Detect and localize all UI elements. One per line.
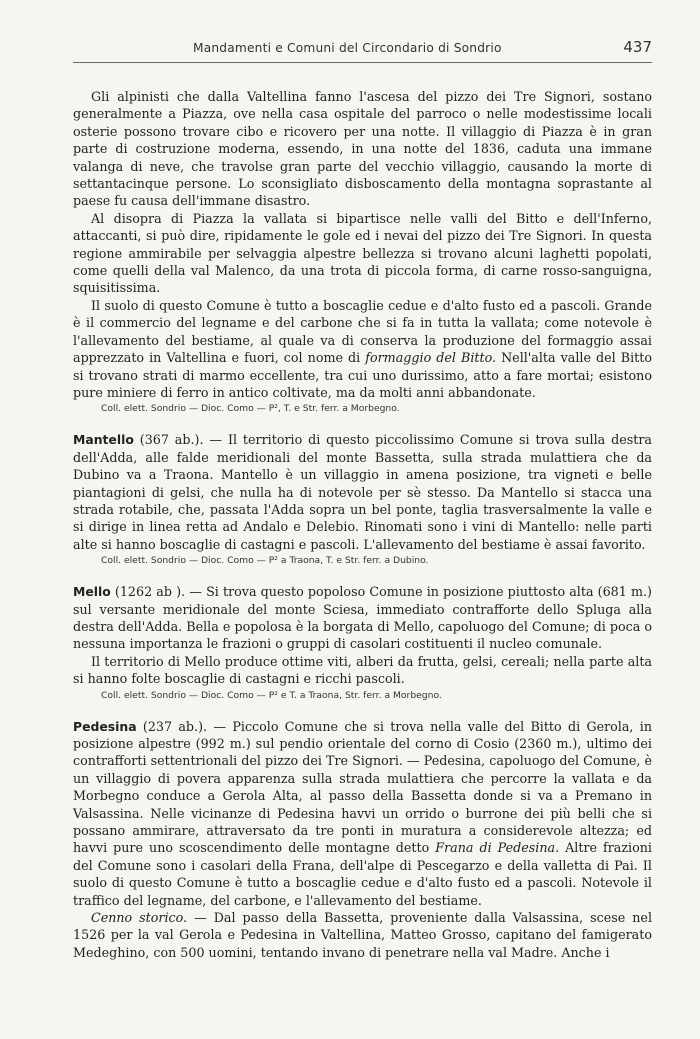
pedesina-cenno-storico [73, 909, 652, 961]
entry-mantello [73, 431, 652, 568]
paragraph-text: (367 ab.). — Il territorio di questo piccolissimo Comune si trova sulla destra dell'Adda, alle falde meridionali del monte Bassetta, sulla strada mulattiera che da Dubino va a Traona. Mantello è un villaggio in amena posizione, tra vigneti e belle piantagioni di gelsi, che nulla ha di notevole per sè stesso. Da Mantello si stacca una strada rotabile, che, passata l'Adda sopra un bel ponte, taglia trasversalmente la valle e si dirige in linea retta ad Andalo e Delebio. Rinomati sono i vini di Mantello: nelle parti alte si hanno boscaglie di castagni e pascoli. L'allevamento del bestiame è assai favorito. [73, 432, 652, 552]
intro-paragraph-1: Gli alpinisti che dalla Valtellina fanno l'ascesa del pizzo dei Tre Signori, sostano generalmente a Piazza, ove nella casa ospitale del parroco o nelle modestissime locali osterie possono trovare cibo e ricovero per una notte. Il villaggio di Piazza è in gran parte di costruzione moderna, essendo, in una notte del 1836, caduta una immane valanga di neve, che travolse gran parte del vecchio villaggio, causando la morte di settantacinque persone. Lo sconsigliato disboscamento della montagna soprastante al paese fu causa dell'immane disastro. [73, 89, 652, 209]
mello-paragraph-2: Il territorio di Mello produce ottime viti, alberi da frutta, gelsi, cereali; nella parte alta si hanno folte boscaglie di castagni e ricchi pascoli. [73, 653, 652, 687]
intro-paragraph-2: Al disopra di Piazza la vallata si bipartisce nelle valli del Bitto e dell'Inferno, attaccanti, si può dire, ripidamente le gole ed i nevai del pizzo dei Tre Signori. In questa regione ammirabile per selvaggia alpestre bellezza si trovano alcuni laghetti popolati, come quelli della val Malenco, da una trota di piccola forma, di carne rosso-sanguigna, squisitissima. [73, 210, 652, 296]
paragraph-text: — Dal passo della Bassetta, proveniente dalla Valsassina, scese nel 1526 per la val Gerola e Pedesina in Valtellina, Matteo Grosso, capitano del famigerato Medeghino, con 500 uomini, tentando invano di penetrare nella val Madre. Anche i [73, 910, 652, 960]
italic-label: Cenno storico. [91, 910, 188, 926]
entry-heading: Mantello [73, 432, 134, 448]
paragraph-text: Nell'alta valle del Bitto si trovano strati di marmo eccellente, tra cui uno durissimo, atto a fare mortai; esistono pure miniere di ferro in antico coltivate, ma da molti anni abbandonate. [73, 350, 652, 400]
header-rule [73, 62, 652, 63]
entry-heading: Mello [73, 584, 111, 600]
page-body [73, 88, 652, 961]
italic-term: Frana di Pedesina. [435, 840, 560, 856]
running-header [73, 38, 652, 62]
intro-paragraph-3 [73, 297, 652, 401]
page-number: 437 [623, 38, 652, 56]
entry-mello [73, 583, 652, 702]
mantello-meta-line: Coll. elett. Sondrio — Dioc. Como — P² a Traona, T. e Str. ferr. a Dubino. [101, 555, 429, 567]
paragraph-text: (237 ab.). — Piccolo Comune che si trova nella valle del Bitto di Gerola, in posizione alpestre (992 m.) sul pendio orientale del corno di Cosio (2360 m.), ultimo dei contrafforti settentrionali del pizzo dei Tre Signori. — Pedesina, capoluogo del Comune, è un villaggio di povera apparenza sulla strada mulattiera che percorre la vallata e da Morbegno conduce a Gerola Alta, al passo della Bassetta donde si va a Premano in Valsassina. Nelle vicinanze di Pedesina havvi un orrido o burrone dei più belli che si possano ammirare, attraversato da tre ponti in muratura a considerevole altezza; ed havvi pure uno scoscendimento delle montagne detto [73, 718, 652, 856]
paragraph-text: (1262 ab ). — Si trova questo popoloso Comune in posizione piuttosto alta (681 m.) sul versante meridionale del monte Sciesa, immediato contrafforte dello Spluga alla destra dell'Adda. Bella e popolosa è la borgata di Mello, capoluogo del Comune; di poca o nessuna importanza le frazioni o gruppi di casolari costituenti il nucleo comunale. [73, 584, 652, 652]
paragraph-text: Il suolo di questo Comune è tutto a boscaglie cedue e d'alto fusto ed a pascoli. Grande è il commercio del legname e del carbone che si fa in tutta la vallata; come notevole è l'allevamento del bestiame, al quale va di conserva la produzione del formaggio assai apprezzato in Valtellina e fuori, col nome di [73, 297, 652, 366]
entry-pedesina [73, 718, 652, 962]
italic-term: formaggio del Bitto. [365, 350, 497, 366]
mello-paragraph-1 [73, 583, 652, 653]
entry-heading: Pedesina [73, 718, 137, 734]
mello-meta-line: Coll. elett. Sondrio — Dioc. Como — P² e T. a Traona, Str. ferr. a Morbegno. [101, 689, 442, 701]
intro-meta-line: Coll. elett. Sondrio — Dioc. Como — P², T. e Str. ferr. a Morbegno. [101, 403, 400, 415]
header-title: Mandamenti e Comuni del Circondario di Sondrio [193, 41, 502, 55]
pedesina-paragraph-1 [73, 718, 652, 909]
paragraph-text: Altre frazioni del Comune sono i casolari della Frana, dell'alpe di Pescegarzo e della valletta di Pai. Il suolo di questo Comune è tutto a boscaglie cedue e d'alto fusto ed a pascoli. Notevole il traffico del legname, del carbone, e l'allevamento del bestiame. [73, 840, 652, 908]
mantello-paragraph [73, 431, 652, 553]
